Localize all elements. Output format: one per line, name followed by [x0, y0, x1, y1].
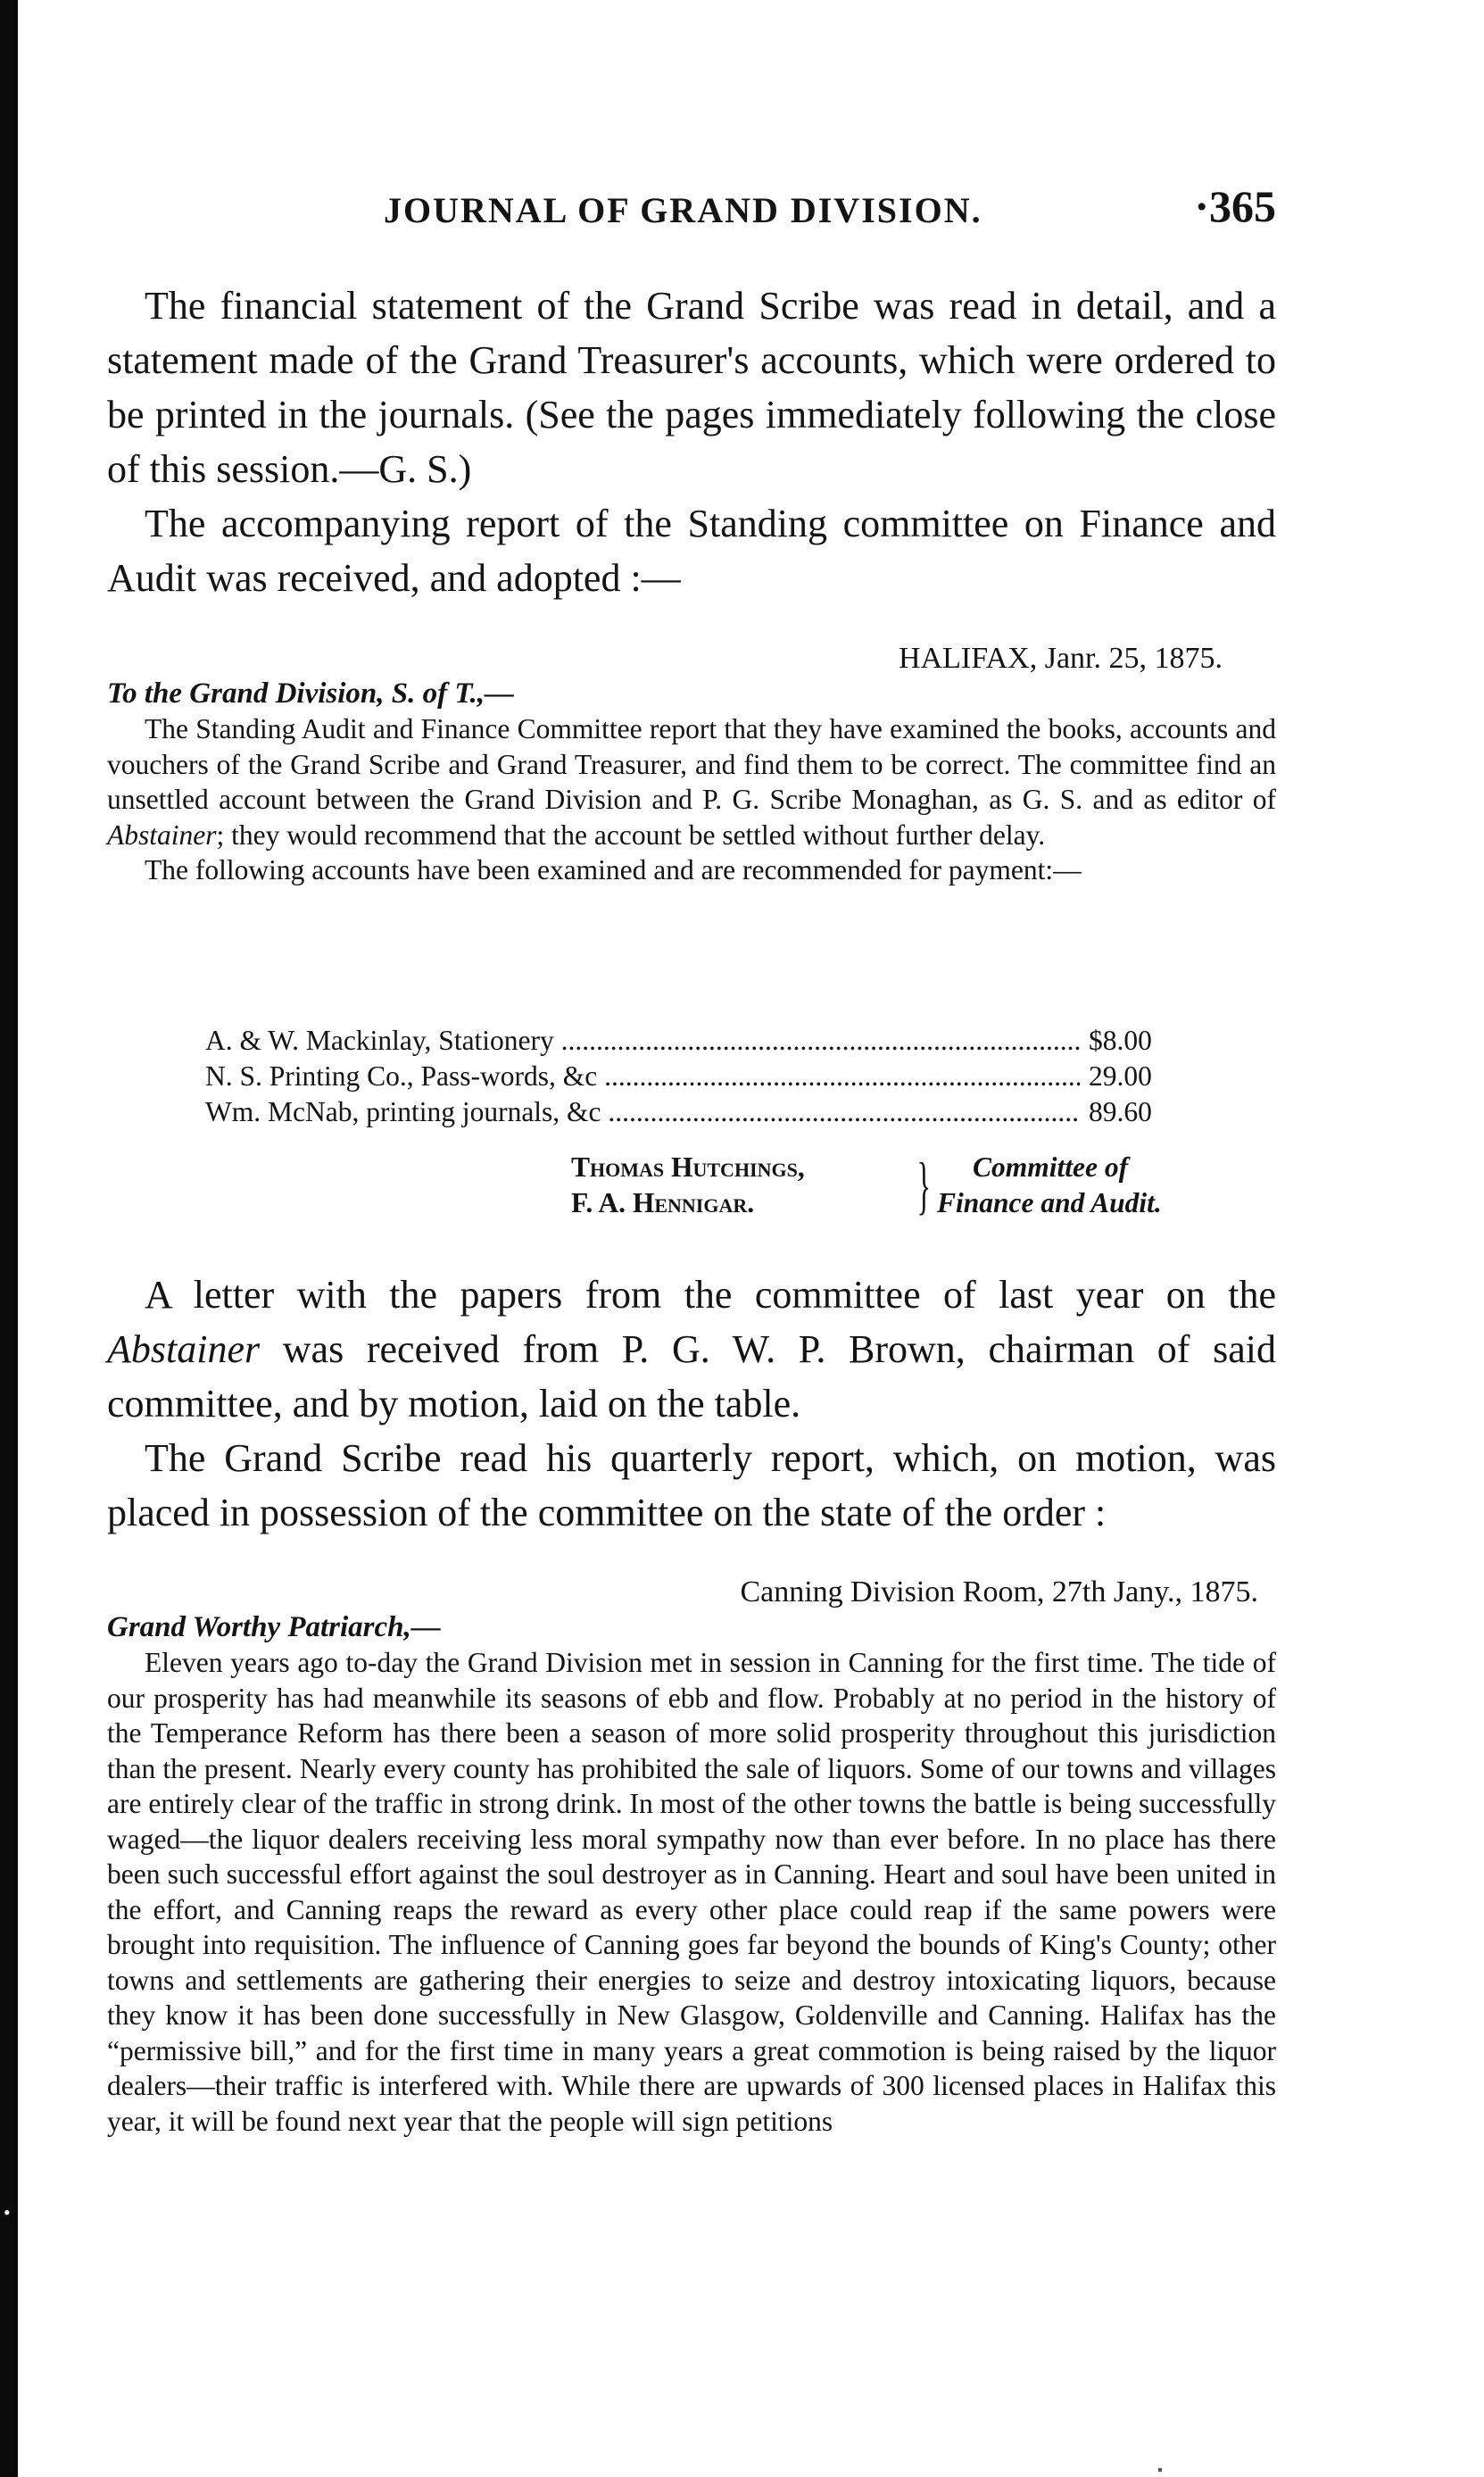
account-row [205, 1096, 1187, 1132]
brace-icon: } [916, 1150, 932, 1221]
binding-edge [0, 0, 18, 2477]
report-dateline: HALIFAX, Janr. 25, 1875. [899, 642, 1223, 675]
letter-section [107, 1268, 1276, 1540]
finance-report [107, 641, 1276, 888]
account-label: Wm. McNab, printing journals, &c ..... [205, 1096, 1080, 1128]
account-row [205, 1060, 1187, 1096]
signatory-2: F. A. Hennigar. [571, 1187, 755, 1218]
financial-statement-paragraph: The financial statement of the Grand Scribe was read in detail, and a statement made of the Grand Treasurer's accounts, which were ordered to be printed in the journals. (See the pages immediately following the close of this session.—G. S.) [107, 284, 1276, 491]
letter-text-1: A letter with the papers from the committee of last year on the [145, 1273, 1276, 1317]
abstainer-title: Abstainer [107, 1327, 261, 1371]
print-speck [1158, 2468, 1162, 2472]
committee-line-2: Finance and Audit. [937, 1187, 1162, 1218]
committee-name [937, 1150, 1162, 1221]
account-label: N. S. Printing Co., Pass-words, &c ..... [205, 1060, 1080, 1093]
scribe-paragraph: The Grand Scribe read his quarterly report, which, on motion, was placed in possession of the committee on the state of the order : [107, 1436, 1276, 1534]
quarterly-salutation: Grand Worthy Patriarch,— [107, 1610, 441, 1643]
account-amount: 29.00 [1089, 1060, 1152, 1092]
page-number: ·365 [1194, 181, 1276, 231]
account-amount: $8.00 [1089, 1025, 1152, 1056]
quarterly-body: Eleven years ago to-day the Grand Division met in session in Canning for the first time. The tide of our prosperity has had meanwhile its seasons of ebb and flow. Probably at no period in the history of the Temperance Reform has there been a season of more solid prosperity throughout this jurisdiction than the present. Nearly every county has prohibited the sale of liquors. Some of our towns and villages are entirely clear of the traffic in strong drink. In most of the other towns the battle is being successfully waged—the liquor dealers receiving less moral sympathy now than ever before. In no place has there been such successful effort against the soul destroyer as in Canning. Heart and soul have been united in the effort, and Canning reaps the reward as every other place could reap if the same powers were brought into requisition. The influence of Canning goes far beyond the bounds of King's County; other towns and settlements are gathering their energies to seize and destroy intoxicating liquors, because they know it has been done successfully in New Glasgow, Goldenville and Canning. Halifax has the “permissive bill,” and for the first time in many years a great commotion is being raised by the liquor dealers—their traffic is interfered with. While there are upwards of 300 licensed places in Halifax this year, it will be found next year that the people will sign petitions [107, 1647, 1276, 2137]
account-row [205, 1025, 1187, 1060]
committee-line-1: Committee of [973, 1151, 1129, 1183]
binding-mark: • [4, 2201, 11, 2223]
letter-text-2: was received from P. G. W. P. Brown, chairman of said committee, and by motion, laid on the table. [107, 1327, 1276, 1426]
signatory-names [571, 1150, 805, 1221]
running-header [107, 181, 1276, 243]
payment-intro: The following accounts have been examined and are recommended for payment:— [145, 854, 1082, 885]
committee-report-paragraph: The accompanying report of the Standing committee on Finance and Audit was received, and adopted :— [107, 502, 1276, 600]
intro-section [107, 278, 1276, 605]
report-body-text-2: ; they would recommend that the account be settled without further delay. [216, 819, 1046, 851]
report-salutation: To the Grand Division, S. of T.,— [107, 677, 514, 710]
signatory-1: Thomas Hutchings, [571, 1151, 805, 1183]
report-body [107, 711, 1276, 852]
journal-title: JOURNAL OF GRAND DIVISION. [384, 190, 982, 230]
accounts-list [205, 1025, 1187, 1132]
account-amount: 89.60 [1089, 1096, 1152, 1127]
report-body-text-1: The Standing Audit and Finance Committee report that they have examined the books, accounts and vouchers of the Grand Scribe and Grand Treasurer, and find them to be correct. The committee find an unsettled account between the Grand Division and P. G. Scribe Monaghan, as G. S. and as editor of [107, 713, 1276, 815]
letter-paragraph [107, 1268, 1276, 1431]
quarterly-dateline: Canning Division Room, 27th Jany., 1875. [740, 1575, 1258, 1608]
abstainer-title: Abstainer [107, 819, 217, 851]
signature-block [571, 1150, 1249, 1225]
account-label: A. & W. Mackinlay, Stationery ..... [205, 1025, 1080, 1057]
quarterly-report [107, 1575, 1276, 2139]
